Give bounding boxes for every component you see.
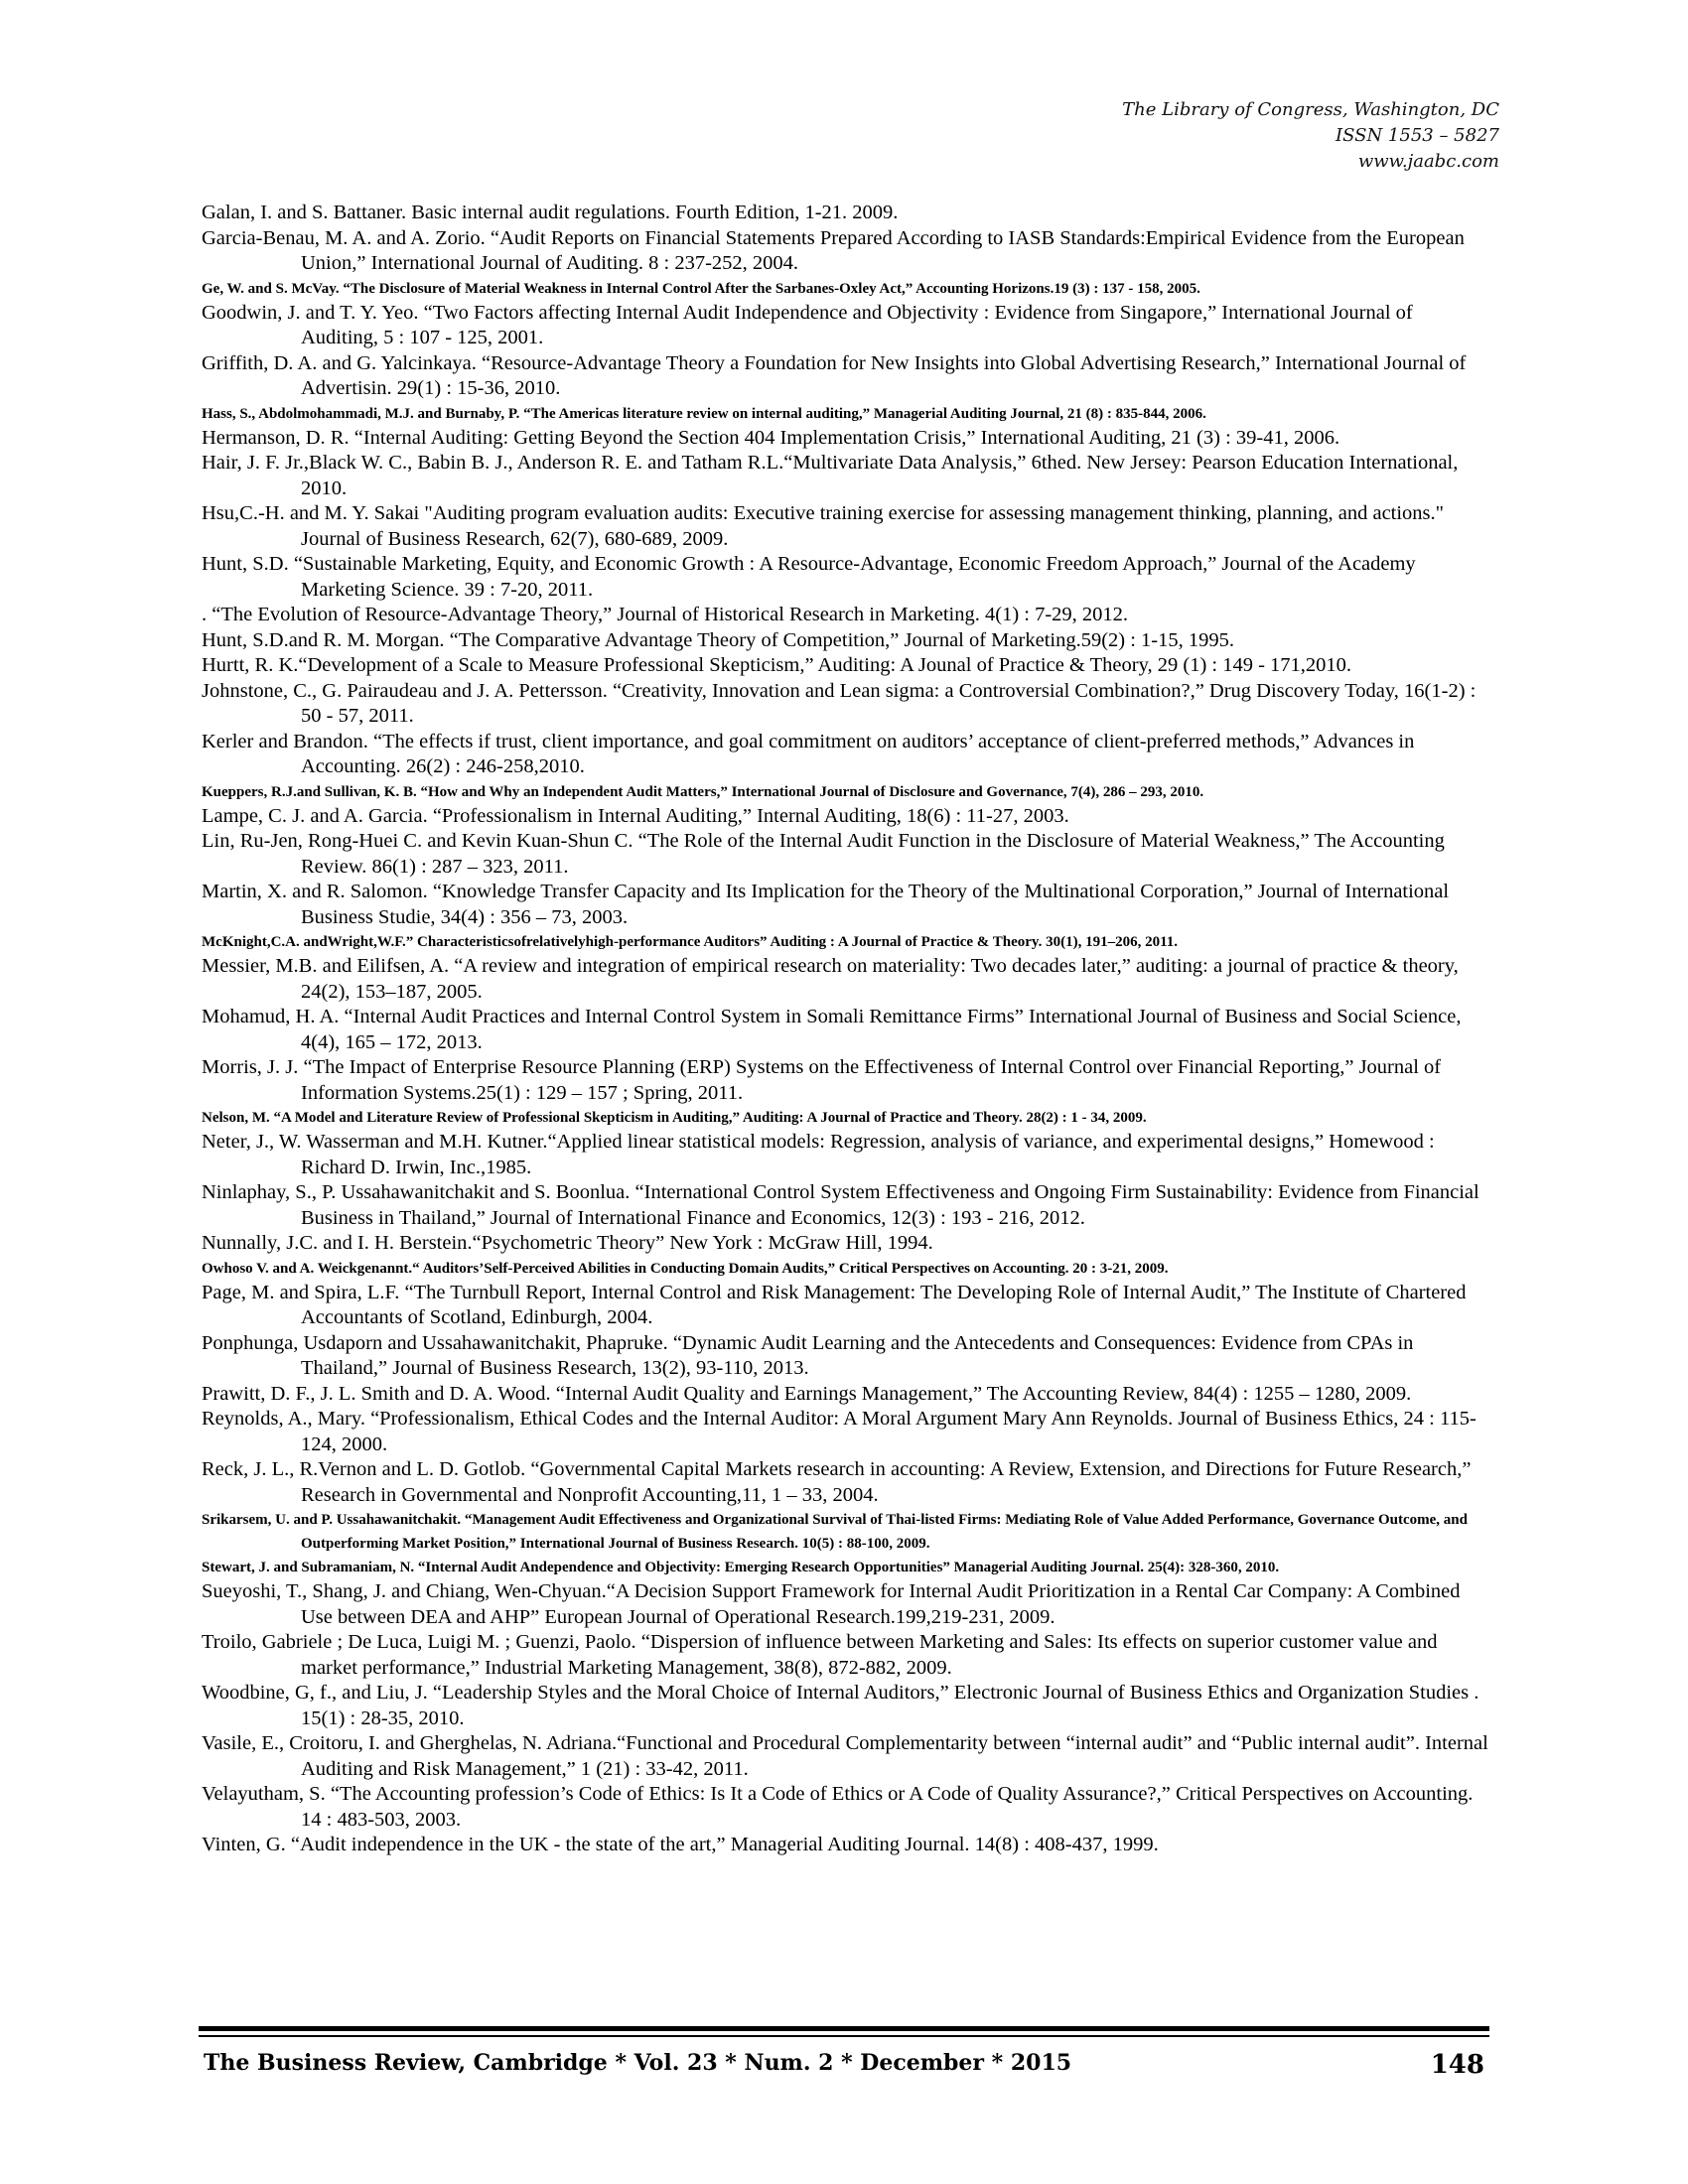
reference-entry: Lin, Ru-Jen, Rong-Huei C. and Kevin Kuan-Shun C. “The Role of the Internal Audit Function in the Disclosure of Material Weakness,” The Accounting Review. 86(1) : 287 – 323, 2011. <box>202 830 1445 878</box>
reference-entry: Reynolds, A., Mary. “Professionalism, Ethical Codes and the Internal Auditor: A Moral Argument Mary Ann Reynolds. Journal of Business Ethics, 24 : 115-124, 2000. <box>202 1408 1477 1455</box>
header-website: www.jaabc.com <box>1357 151 1499 172</box>
reference-entry: Ge, W. and S. McVay. “The Disclosure of Material Weakness in Internal Control After the Sarbanes-Oxley Act,” Accounting Horizons.19 (3) : 137 - 158, 2005. <box>202 280 1200 297</box>
reference-entry: Hunt, S.D.and R. M. Morgan. “The Comparative Advantage Theory of Competition,” Journal of Marketing.59(2) : 1-15, 1995. <box>202 628 1235 651</box>
reference-entry: Morris, J. J. “The Impact of Enterprise Resource Planning (ERP) Systems on the Effectiveness of Internal Control over Financial Reporting,” Journal of Information Systems.25(1) : 129 – 157 ; Spring, 2011. <box>202 1056 1442 1104</box>
reference-entry: Owhoso V. and A. Weickgenannt.“ Auditors’Self-Perceived Abilities in Conducting Domain Audits,” Critical Perspectives on Accounting. 20 : 3-21, 2009. <box>202 1260 1169 1277</box>
reference-entry: Hermanson, D. R. “Internal Auditing: Getting Beyond the Section 404 Implementation Crisis,” International Auditing, 21 (3) : 39-41, 2006. <box>202 426 1340 449</box>
reference-entry: Hair, J. F. Jr.,Black W. C., Babin B. J., Anderson R. E. and Tatham R.L.“Multivariate Data Analysis,” 6thed. New Jersey: Pearson Education International, 2010. <box>202 452 1459 499</box>
reference-entry: Woodbine, G, f., and Liu, J. “Leadership Styles and the Moral Choice of Internal Auditors,” Electronic Journal of Business Ethics and Organization Studies . 15(1) : 28-35, 2010. <box>202 1682 1479 1729</box>
reference-entry: Mohamud, H. A. “Internal Audit Practices and Internal Control System in Somali Remittance Firms” International Journal of Business and Social Science, 4(4), 165 – 172, 2013. <box>202 1006 1462 1053</box>
reference-entry: Lampe, C. J. and A. Garcia. “Professionalism in Internal Auditing,” Internal Auditing, 18(6) : 11-27, 2003. <box>202 804 1069 827</box>
reference-entry: Reck, J. L., R.Vernon and L. D. Gotlob. “Governmental Capital Markets research in accounting: A Review, Extension, and Directions for Future Research,” Research in Governmental and Nonprofit Accounting,11, 1 – 33, 2004. <box>202 1458 1472 1506</box>
reference-entry: Vinten, G. “Audit independence in the UK - the state of the art,” Managerial Auditing Journal. 14(8) : 408-437, 1999. <box>202 1834 1159 1855</box>
reference-entry: Nunnally, J.C. and I. H. Berstein.“Psychometric Theory” New York : McGraw Hill, 1994. <box>202 1232 933 1254</box>
reference-entry: Hsu,C.-H. and M. Y. Sakai "Auditing program evaluation audits: Executive training exercise for assessing management thinking, planning, and actions." Journal of Business Research, 62(7), 680-689, 2009. <box>202 502 1445 550</box>
reference-entry: . “The Evolution of Resource-Advantage Theory,” Journal of Historical Research in Marketing. 4(1) : 7-29, 2012. <box>202 604 1129 625</box>
reference-entry: Hurtt, R. K.“Development of a Scale to Measure Professional Skepticism,” Auditing: A Jounal of Practice & Theory, 29 (1) : 149 - 171,2010. <box>202 654 1352 676</box>
reference-entry: Garcia-Benau, M. A. and A. Zorio. “Audit Reports on Financial Statements Prepared According to IASB Standards:Empirical Evidence from the European Union,” International Journal of Auditing. 8 : 237-252, 2004. <box>202 226 1465 274</box>
reference-entry: Ninlaphay, S., P. Ussahawanitchakit and S. Boonlua. “International Control System Effectiveness and Ongoing Firm Sustainability: Evidence from Financial Business in Thailand,” Journal of International Finance and Economics, 12(3) : 193 - 216, 2012. <box>202 1181 1479 1229</box>
reference-entry: Griffith, D. A. and G. Yalcinkaya. “Resource-Advantage Theory a Foundation for New Insights into Global Advertising Research,” International Journal of Advertisin. 29(1) : 15-36, 2010. <box>202 351 1467 399</box>
footer-rule-thin <box>199 2035 1489 2037</box>
reference-entry: McKnight,C.A. andWright,W.F.” Characteristicsofrelativelyhigh-performance Auditors” Auditing : A Journal of Practice & Theory. 30(1), 191–206, 2011. <box>202 934 1179 950</box>
reference-entry: Ponphunga, Usdaporn and Ussahawanitchakit, Phapruke. “Dynamic Audit Learning and the Antecedents and Consequences: Evidence from CPAs in Thailand,” Journal of Business Research, 13(2), 93-110, 2013. <box>202 1331 1414 1379</box>
reference-entry: Goodwin, J. and T. Y. Yeo. “Two Factors affecting Internal Audit Independence and Objectivity : Evidence from Singapore,” International Journal of Auditing, 5 : 107 - 125, 2001. <box>202 301 1413 348</box>
reference-entry: Johnstone, C., G. Pairaudeau and J. A. Pettersson. “Creativity, Innovation and Lean sigma: a Controversial Combination?,” Drug Discovery Today, 16(1-2) : 50 - 57, 2011. <box>202 679 1477 727</box>
header-issn: ISSN 1553 – 5827 <box>1336 125 1499 146</box>
reference-entry: Galan, I. and S. Battaner. Basic internal audit regulations. Fourth Edition, 1-21. 2009. <box>202 202 899 223</box>
reference-entry: Nelson, M. “A Model and Literature Review of Professional Skepticism in Auditing,” Auditing: A Journal of Practice and Theory. 28(2) : 1 - 34, 2009. <box>202 1110 1147 1126</box>
footer-journal-info: The Business Review, Cambridge * Vol. 23 * Num. 2 * December * 2015 <box>204 2050 1072 2076</box>
reference-entry: Page, M. and Spira, L.F. “The Turnbull Report, Internal Control and Risk Management: The Developing Role of Internal Audit,” The Institute of Chartered Accountants of Scotland, Edinburgh, 2004. <box>202 1281 1467 1328</box>
header-library: The Library of Congress, Washington, DC <box>1122 99 1499 120</box>
reference-entry: Hass, S., Abdolmohammadi, M.J. and Burnaby, P. “The Americas literature review on internal auditing,” Managerial Auditing Journal, 21 (8) : 835-844, 2006. <box>202 405 1206 422</box>
reference-entry: Martin, X. and R. Salomon. “Knowledge Transfer Capacity and Its Implication for the Theory of the Multinational Corporation,” Journal of International Business Studie, 34(4) : 356 – 73, 2003. <box>202 881 1450 928</box>
reference-entry: Sueyoshi, T., Shang, J. and Chiang, Wen-Chyuan.“A Decision Support Framework for Internal Audit Prioritization in a Rental Car Company: A Combined Use between DEA and AHP” European Journal of Operational Research.199,219-231, 2009. <box>202 1580 1461 1628</box>
reference-entry: Velayutham, S. “The Accounting profession’s Code of Ethics: Is It a Code of Ethics or A Code of Quality Assurance?,” Critical Perspectives on Accounting. 14 : 483-503, 2003. <box>202 1783 1474 1831</box>
reference-entry: Prawitt, D. F., J. L. Smith and D. A. Wood. “Internal Audit Quality and Earnings Management,” The Accounting Review, 84(4) : 1255 – 1280, 2009. <box>202 1382 1412 1405</box>
reference-entry: Messier, M.B. and Eilifsen, A. “A review and integration of empirical research on materiality: Two decades later,” auditing: a journal of practice & theory, 24(2), 153–187, 2005. <box>202 955 1459 1003</box>
reference-entry: Troilo, Gabriele ; De Luca, Luigi M. ; Guenzi, Paolo. “Dispersion of influence between Marketing and Sales: Its effects on superior customer value and market performance,” Industrial Marketing Management, 38(8), 872-882, 2009. <box>202 1631 1438 1679</box>
running-header <box>1122 97 1499 175</box>
reference-list <box>202 201 1492 1858</box>
page-number: 148 <box>1430 2050 1484 2080</box>
footer-rule-thick <box>199 2026 1489 2031</box>
reference-entry: Neter, J., W. Wasserman and M.H. Kutner.“Applied linear statistical models: Regression, analysis of variance, and experimental designs,” Homewood : Richard D. Irwin, Inc.,1985. <box>202 1131 1435 1178</box>
reference-entry: Stewart, J. and Subramaniam, N. “Internal Audit Andependence and Objectivity: Emerging Research Opportunities” Managerial Auditing Journal. 25(4): 328-360, 2010. <box>202 1560 1280 1575</box>
reference-entry: Hunt, S.D. “Sustainable Marketing, Equity, and Economic Growth : A Resource-Advantage, Economic Freedom Approach,” Journal of the Academy Marketing Science. 39 : 7-20, 2011. <box>202 553 1416 601</box>
reference-entry: Srikarsem, U. and P. Ussahawanitchakit. “Management Audit Effectiveness and Organizational Survival of Thai-listed Firms: Mediating Role of Value Added Performance, Governance Outcome, and Outperforming Market Position,” International Journal of Business Research. 10(5) : 88-100, 2009. <box>202 1512 1468 1552</box>
reference-entry: Kerler and Brandon. “The effects if trust, client importance, and goal commitment on auditors’ acceptance of client-preferred methods,” Advances in Accounting. 26(2) : 246-258,2010. <box>202 730 1415 777</box>
reference-entry: Kueppers, R.J.and Sullivan, K. B. “How and Why an Independent Audit Matters,” International Journal of Disclosure and Governance, 7(4), 286 – 293, 2010. <box>202 783 1204 800</box>
reference-entry: Vasile, E., Croitoru, I. and Gherghelas, N. Adriana.“Functional and Procedural Complementarity between “internal audit” and “Public internal audit”. Internal Auditing and Risk Management,” 1 (21) : 33-42, 2011. <box>202 1732 1488 1780</box>
